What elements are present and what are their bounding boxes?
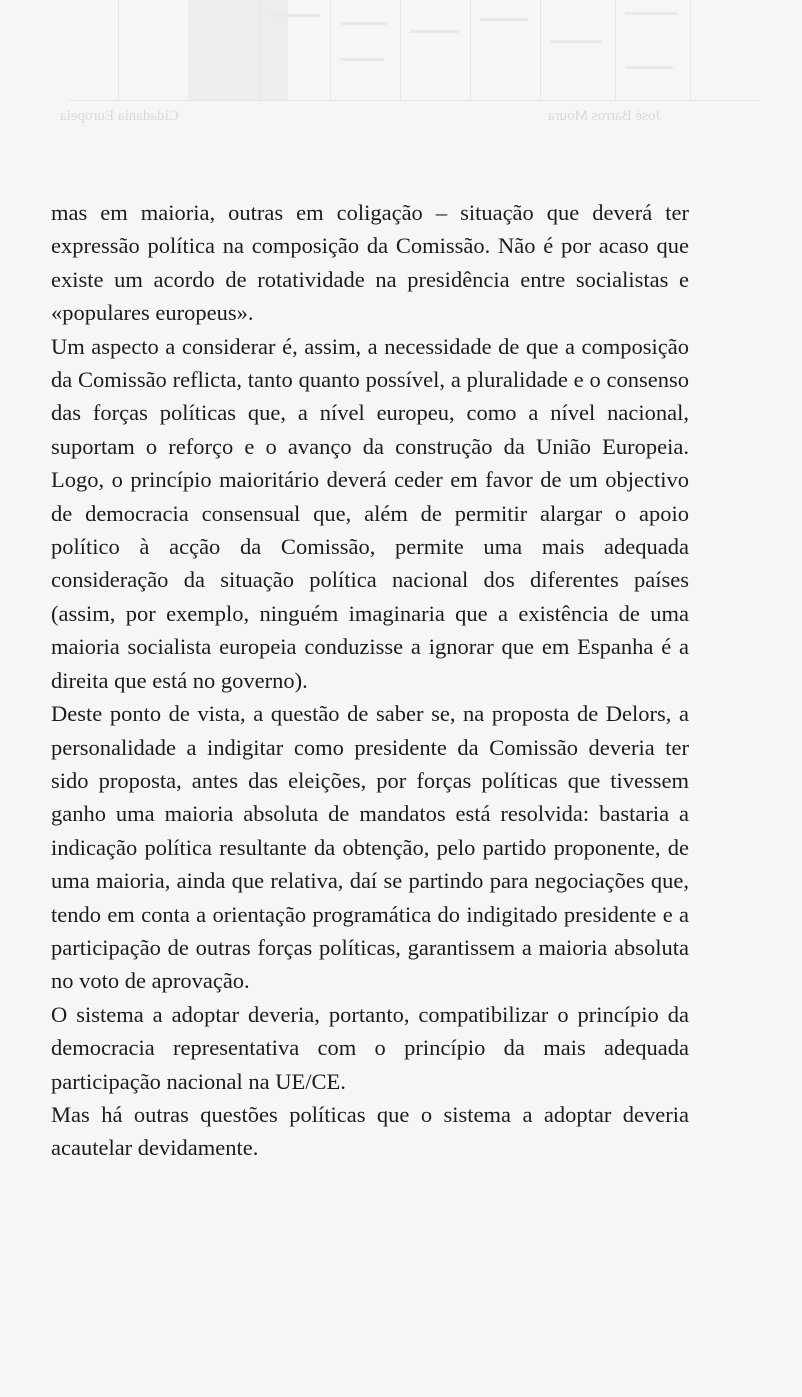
show-through-text-line: [550, 40, 602, 43]
show-through-running-head-right: José Barros Moura: [548, 108, 662, 124]
show-through-column-rule: [118, 0, 119, 100]
show-through-text-line: [480, 18, 528, 21]
show-through-column-rule: [470, 0, 471, 100]
show-through-column-rule: [540, 0, 541, 100]
paragraph: Mas há outras questões políticas que o sistema a adoptar deveria acautelar devidamente.: [51, 1101, 689, 1161]
paragraph: Deste ponto de vista, a questão de saber se, na proposta de Delors, a personalidade a indigitar como presidente da Comissão deveria ter sido proposta, antes das eleições, por forças políticas que tivessem ganho uma maioria absoluta de mandatos está resolvida: bastaria a indicação política resultante da obtenção, pelo partido proponente, de uma maioria, ainda que relativa, daí se partindo para negociações que, tendo em conta a orientação programática do indigitado presidente e a participação de outras forças políticas, garantissem a maioria absoluta no voto de aprovação.: [51, 701, 689, 994]
show-through-column-rule: [260, 0, 261, 100]
body-text: [51, 196, 689, 1165]
paragraph: Um aspecto a considerar é, assim, a necessidade de que a composição da Comissão reflicta, tanto quanto possível, a pluralidade e o consenso das forças políticas que, a nível europeu, como a nível nacional, suportam o reforço e o avanço da construção da União Europeia. Logo, o princípio maioritário deverá ceder em favor de um objectivo de democracia consensual que, além de permitir alargar o apoio político à acção da Comissão, permite uma mais adequada consideração da situação política nacional dos diferentes países (assim, por exemplo, ninguém imaginaria que a existência de uma maioria socialista europeia conduzisse a ignorar que em Espanha é a direita que está no governo).: [51, 333, 689, 693]
show-through-column-rule: [400, 0, 401, 100]
show-through-text-line: [270, 14, 320, 17]
show-through-text-line: [625, 12, 677, 15]
show-through-text-line: [410, 30, 460, 33]
show-through-text-line: [340, 58, 384, 61]
show-through-area: [0, 0, 802, 150]
show-through-column-rule: [690, 0, 691, 100]
paragraph: mas em maioria, outras em coligação – situação que deverá ter expressão política na composição da Comissão. Não é por acaso que existe um acordo de rotatividade na presidência entre socialistas e «populares europeus».: [51, 200, 689, 326]
show-through-text-line: [625, 66, 673, 69]
show-through-text-line: [340, 22, 388, 25]
paragraph: O sistema a adoptar deveria, portanto, compatibilizar o princípio da democracia representativa com o princípio da mais adequada participação nacional na UE/CE.: [51, 1001, 689, 1094]
show-through-column-rule: [615, 0, 616, 100]
show-through-running-head-left: Cidadania Europeia: [60, 108, 179, 124]
show-through-column-rule: [330, 0, 331, 100]
show-through-table: [70, 0, 760, 101]
